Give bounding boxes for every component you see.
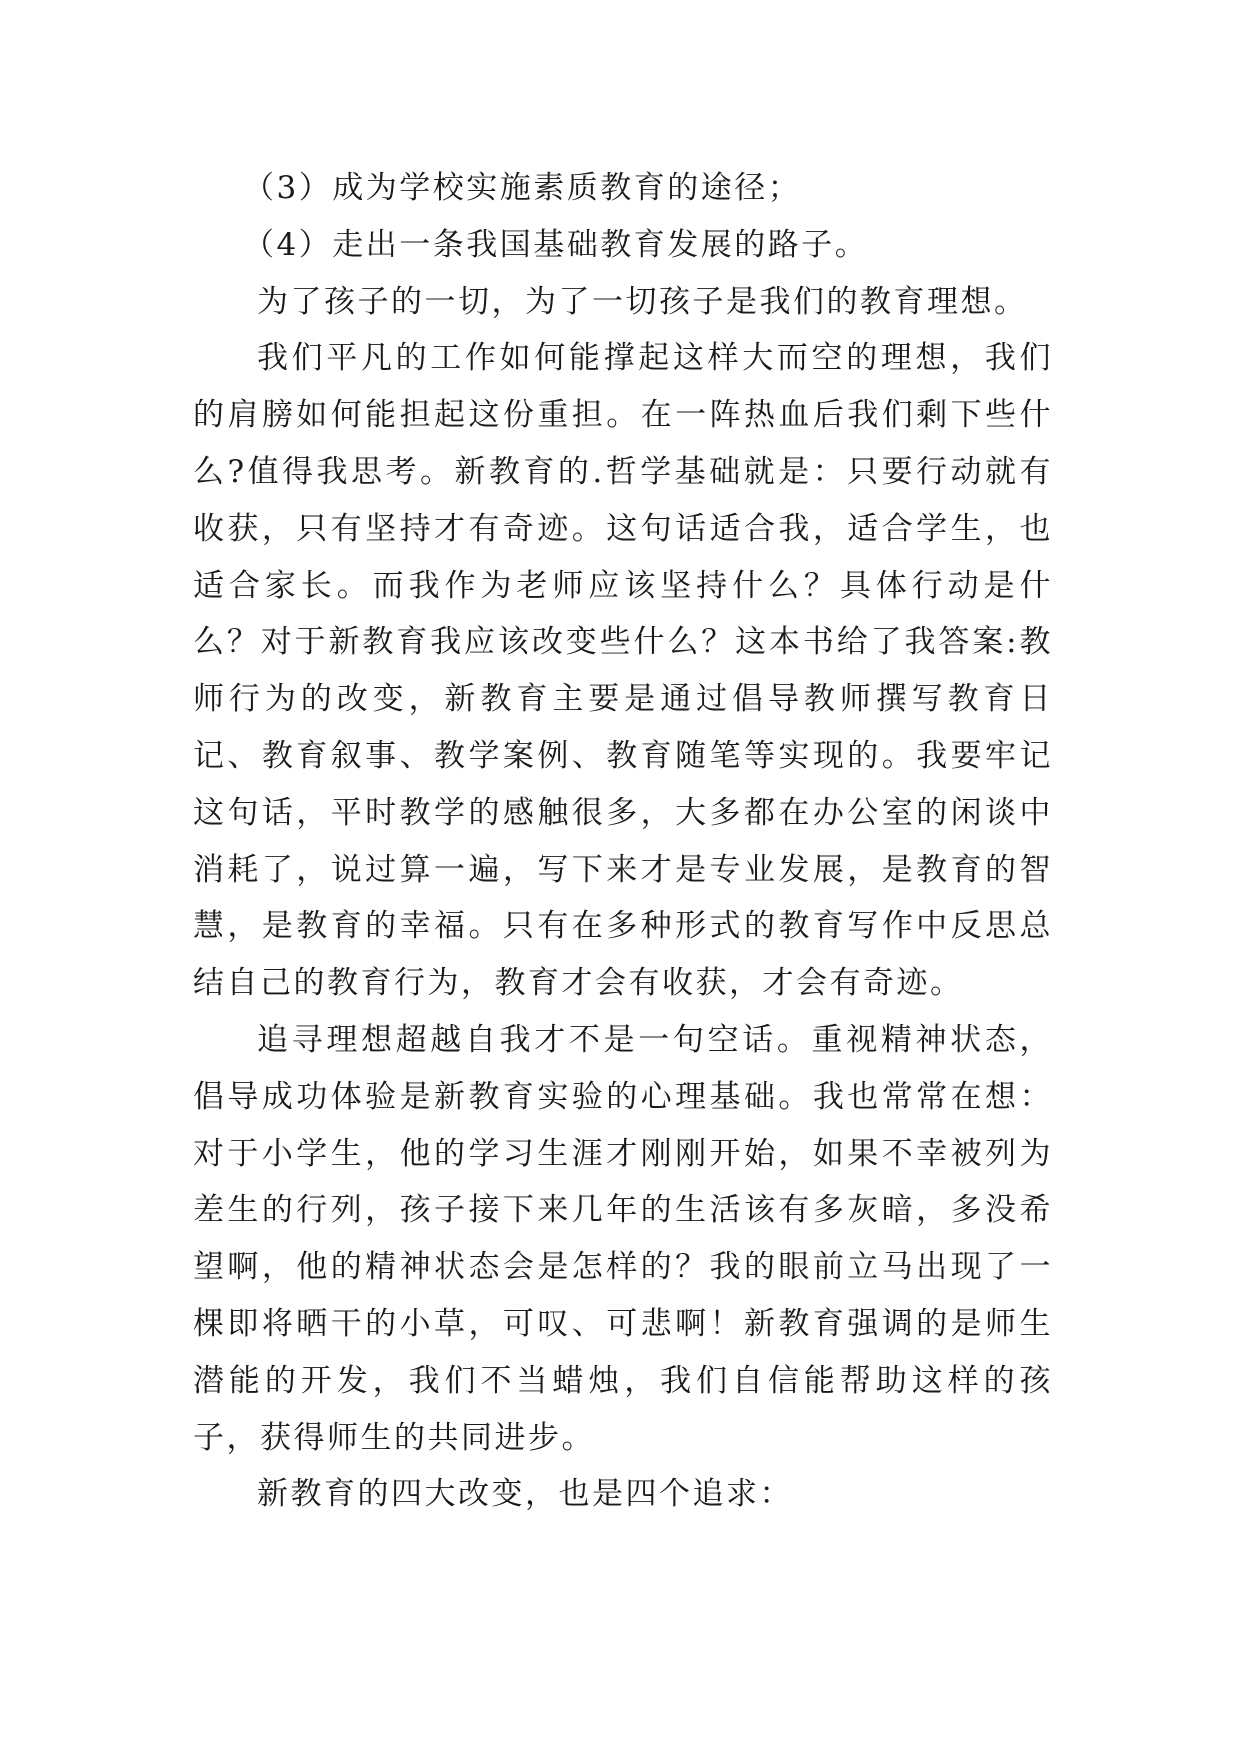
paragraph-education-ideal: 为了孩子的一切，为了一切孩子是我们的教育理想。: [257, 283, 1028, 320]
paragraph-spiritual-state: 追寻理想超越自我才不是一句空话。重视精神状态，倡导成功体验是新教育实验的心理基础。我也常常在想：对于小学生，他的学习生涯才刚刚开始，如果不幸被列为差生的行列，孩子接下来几年的生活该有多灰暗，多没希望啊，他的精神状态会是怎样的？我的眼前立马出现了一棵即将晒干的小草，可叹、可悲啊！新教育强调的是师生潜能的开发，我们不当蜡烛，我们自信能帮助这样的孩子，获得师生的共同进步。: [193, 1021, 1053, 1456]
document-body: [193, 160, 1053, 1523]
paragraph-teacher-reflection: 我们平凡的工作如何能撑起这样大而空的理想，我们的肩膀如何能担起这份重担。在一阵热血后我们剩下些什么?值得我思考。新教育的.哲学基础就是：只要行动就有收获，只有坚持才有奇迹。这句话适合我，适合学生，也适合家长。而我作为老师应该坚持什么？具体行动是什么？对于新教育我应该改变些什么？这本书给了我答案:教师行为的改变，新教育主要是通过倡导教师撰写教育日记、教育叙事、教学案例、教育随笔等实现的。我要牢记这句话，平时教学的感触很多，大多都在办公室的闲谈中消耗了，说过算一遍，写下来才是专业发展，是教育的智慧，是教育的幸福。只有在多种形式的教育写作中反思总结自己的教育行为，教育才会有收获，才会有奇迹。: [193, 340, 1053, 1002]
list-item-3: （3）成为学校实施素质教育的途径；: [243, 170, 802, 206]
list-item-4: （4）走出一条我国基础教育发展的路子。: [243, 226, 869, 263]
paragraph-four-changes: 新教育的四大改变，也是四个追求：: [257, 1476, 793, 1513]
